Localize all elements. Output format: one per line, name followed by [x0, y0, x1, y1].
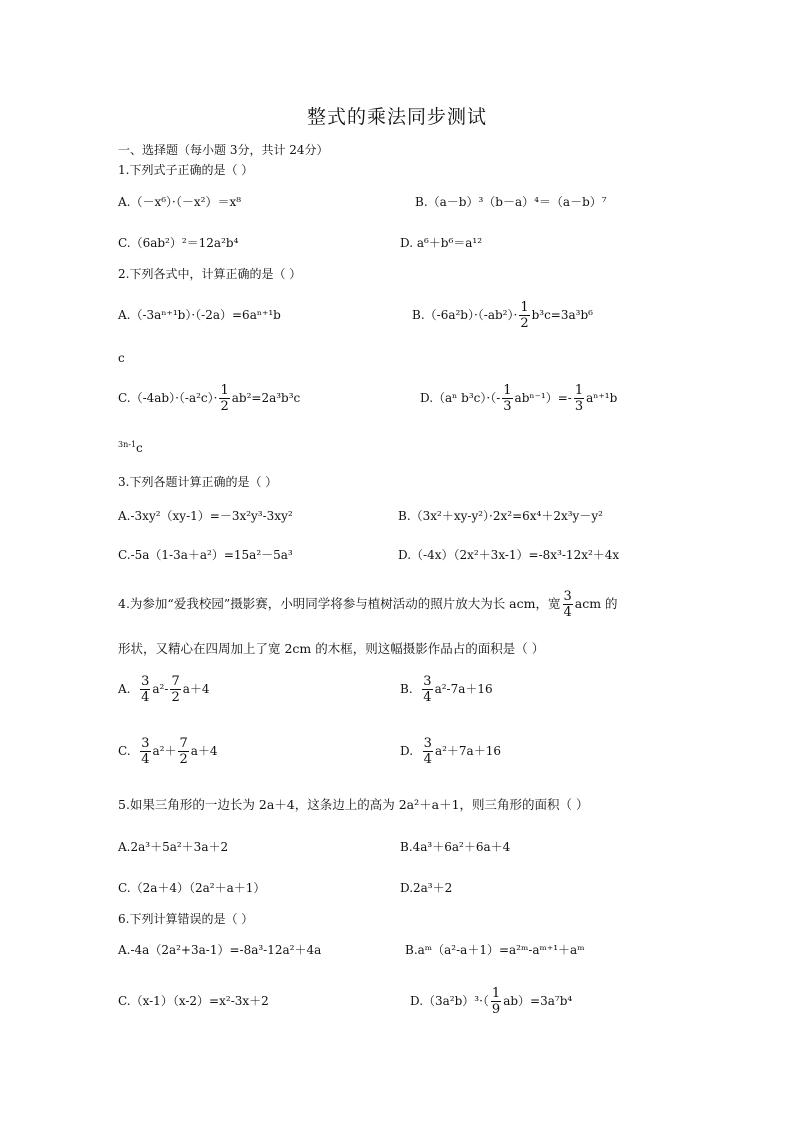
q4c-fraction-2: [178, 736, 188, 767]
question-2-option-d: [420, 380, 617, 416]
question-5-option-d: D.2a³＋2: [400, 881, 453, 895]
question-2-stem: 2.下列各式中，计算正确的是（ ）: [118, 267, 302, 281]
q2d-numerator-2: 1: [574, 383, 584, 398]
q4b-post: a²-7a＋16: [434, 682, 493, 696]
q4-stem-post: acm 的: [574, 596, 618, 611]
q4a-label: A.: [118, 682, 131, 696]
q2c-numerator: 1: [220, 383, 229, 398]
q4a-post: a＋4: [182, 682, 210, 696]
q2d-cont-text: c: [136, 441, 143, 455]
question-6-stem: 6.下列计算错误的是（ ）: [118, 912, 254, 926]
q2b-pre: B.（-6a²b）·（-ab²）·: [412, 308, 518, 322]
question-6-option-b: B.aᵐ（a²-a＋1）=a²ᵐ-aᵐ⁺¹＋aᵐ: [405, 943, 585, 957]
question-5-option-b: B.4a³＋6a²＋6a＋4: [400, 840, 511, 854]
page-title: 整式的乘法同步测试: [306, 106, 487, 128]
question-3-option-d: D.（-4x）（2x²＋3x-1）=-8x³-12x²＋4x: [398, 548, 620, 562]
q4c-numerator-1: 3: [141, 736, 150, 751]
q4c-denominator-2: 2: [179, 752, 188, 767]
section-heading: 一、选择题（每小题 3分，共计 24分）: [118, 143, 329, 157]
q6d-post: ab）=3a⁷b⁴: [503, 994, 573, 1008]
q2b-denominator: 2: [520, 316, 529, 331]
question-2-option-b-continued: c: [118, 351, 125, 365]
q4a-mid: a²-: [152, 682, 169, 696]
q4a-denominator-2: 2: [171, 690, 180, 705]
question-2-option-b: [412, 297, 593, 333]
question-1-option-b: B.（a－b）³（b－a）⁴＝（a－b）⁷: [415, 195, 607, 209]
question-3-option-b: B.（3x²＋xy-y²）·2x²=6x⁴＋2x³y－y²: [398, 509, 603, 523]
q2c-denominator: 2: [220, 399, 229, 414]
question-5-stem: 5.如果三角形的一边长为 2a＋4，这条边上的高为 2a²＋a＋1，则三角形的面积（ ）: [118, 797, 589, 812]
q2b-post: b³c=3a³b⁶: [531, 308, 593, 322]
question-3-option-a: A.-3xy²（xy-1）=－3x²y³-3xy²: [118, 509, 293, 523]
q6d-denominator: 9: [491, 1002, 501, 1017]
q4-stem-numerator: 3: [563, 589, 572, 604]
q4a-numerator-2: 7: [171, 674, 180, 689]
q4b-fraction: [422, 674, 432, 705]
question-1-option-c: C.（6ab²）²＝12a²b⁴: [118, 236, 239, 250]
q4a-fraction-2: [170, 674, 180, 705]
q4c-post: a＋4: [190, 744, 218, 758]
q4d-denominator: 4: [423, 752, 432, 767]
q2d-denominator-1: 3: [503, 399, 512, 414]
q2d-post: aⁿ⁺¹b: [586, 391, 618, 405]
question-3-stem: 3.下列各题计算正确的是（ ）: [118, 475, 278, 489]
question-6-option-c: C.（x-1）（x-2）=x²-3x＋2: [118, 994, 269, 1008]
q2d-denominator-2: 3: [574, 399, 584, 414]
q2b-fraction: [519, 300, 529, 331]
q6d-fraction: [491, 986, 501, 1017]
q4b-numerator: 3: [423, 674, 432, 689]
question-2-option-d-continued: [118, 440, 143, 456]
question-6-option-d: [410, 983, 572, 1019]
q4a-numerator-1: 3: [141, 674, 150, 689]
q4-stem-fraction: [563, 589, 573, 620]
q2d-fraction-1: [502, 383, 512, 414]
question-6-option-a: A.-4a（2a²+3a-1）=-8a³-12a²＋4a: [118, 943, 322, 957]
q4a-fraction-1: [140, 674, 150, 705]
q2b-numerator: 1: [520, 300, 529, 315]
question-4-stem-line-2: 形状，又精心在四周加上了宽 2cm 的木框，则这幅摄影作品占的面积是（ ）: [118, 641, 545, 656]
question-4-option-c: [118, 733, 218, 769]
q2c-post: ab²=2a³b³c: [231, 391, 301, 405]
q6d-numerator: 1: [491, 986, 501, 1001]
q4c-label: C.: [118, 744, 131, 758]
q4-stem-denominator: 4: [563, 605, 572, 620]
question-1-stem: 1.下列式子正确的是（ ）: [118, 163, 254, 177]
question-1-option-a: A.（－x⁶）·（－x²）＝x⁸: [118, 195, 242, 209]
q4c-mid: a²＋: [152, 744, 177, 758]
q4d-post: a²＋7a＋16: [434, 744, 501, 758]
question-2-option-a: A.（-3aⁿ⁺¹b）·（-2a）=6aⁿ⁺¹b: [118, 308, 281, 322]
question-3-option-c: C.-5a（1-3a＋a²）=15a²－5a³: [118, 548, 293, 562]
question-1-option-d: D. a⁶＋b⁶＝a¹²: [400, 236, 483, 250]
question-4-option-a: [118, 671, 210, 707]
q2d-numerator-1: 1: [503, 383, 512, 398]
q2d-fraction-2: [574, 383, 584, 414]
question-4-option-d: [400, 733, 501, 769]
question-4-stem: [118, 586, 618, 622]
q2c-pre: C.（-4ab）·（-a²c）·: [118, 391, 218, 405]
q6d-pre: D.（3a²b）³·（: [410, 994, 489, 1008]
q4c-numerator-2: 7: [179, 736, 188, 751]
question-2-option-c: [118, 380, 300, 416]
question-5-option-a: A.2a³＋5a²＋3a＋2: [118, 840, 229, 854]
question-4-option-b: [400, 671, 493, 707]
q4a-denominator-1: 4: [141, 690, 150, 705]
q2d-mid: abⁿ⁻¹）=-: [514, 391, 572, 405]
q4-stem-pre: 4.为参加“爱我校园”摄影赛，小明同学将参与植树活动的照片放大为长 acm，宽: [118, 596, 561, 611]
q4d-numerator: 3: [423, 736, 432, 751]
q4b-denominator: 4: [423, 690, 432, 705]
q2d-cont-exponent: 3n-1: [118, 440, 137, 449]
q4d-label: D.: [400, 744, 414, 758]
q4d-fraction: [423, 736, 433, 767]
q2d-pre: D.（aⁿ b³c）·（-: [420, 391, 501, 405]
q4c-fraction-1: [140, 736, 150, 767]
q2c-fraction: [219, 383, 229, 414]
question-5-option-c: C.（2a＋4）（2a²＋a＋1）: [118, 881, 266, 895]
q4b-label: B.: [400, 682, 413, 696]
q4c-denominator-1: 4: [141, 752, 150, 767]
